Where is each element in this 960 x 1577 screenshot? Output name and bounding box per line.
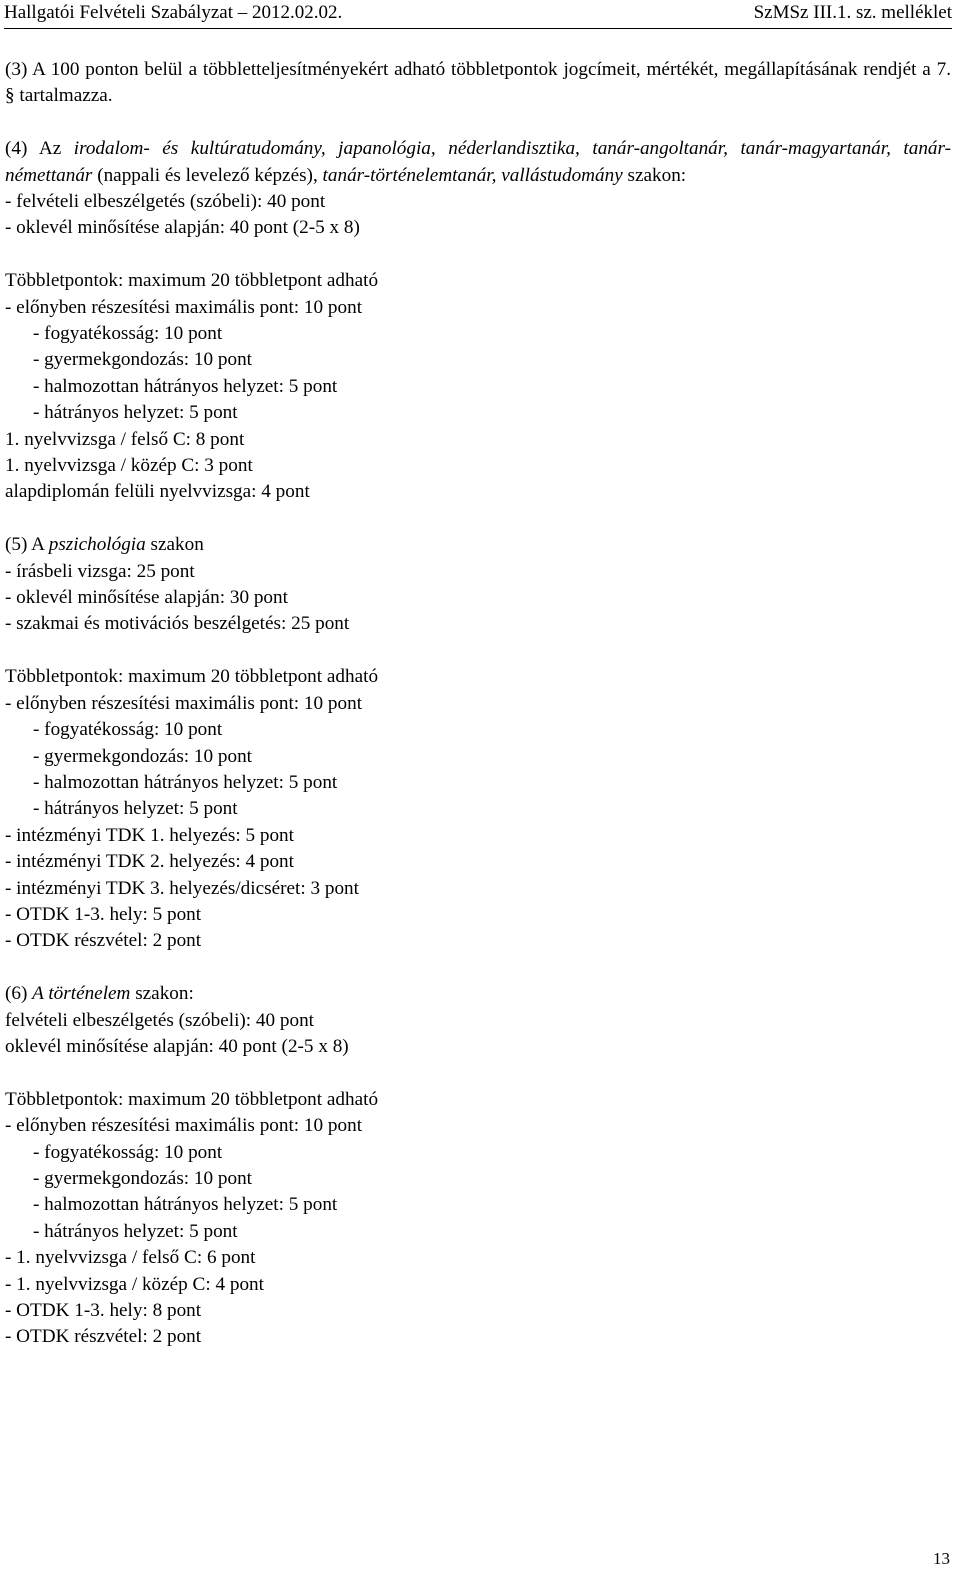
header-title: Hallgatói Felvételi Szabályzat – 2012.02.02. (4, 2, 343, 23)
list-subitem: - halmozottan hátrányos helyzet: 5 pont (33, 375, 338, 397)
extra-points-title: Többletpontok: maximum 20 többletpont adható (5, 1088, 379, 1110)
header-annex-label: SzMSz III.1. sz. melléklet (753, 2, 952, 23)
list-item: felvételi elbeszélgetés (szóbeli): 40 pont (5, 1009, 315, 1031)
paragraph-4-mode: (nappali és levelező képzés), (92, 164, 323, 186)
list-item: 1. nyelvvizsga / felső C: 8 pont (5, 428, 245, 450)
list-subitem: - gyermekgondozás: 10 pont (33, 745, 253, 767)
paragraph-4-intro (5, 136, 951, 189)
extra-points-title: Többletpontok: maximum 20 többletpont adható (5, 270, 379, 292)
list-subitem: - fogyatékosság: 10 pont (33, 323, 223, 345)
extra-points-title: Többletpontok: maximum 20 többletpont adható (5, 666, 379, 688)
list-item: - felvételi elbeszélgetés (szóbeli): 40 pont (5, 191, 326, 213)
paragraph-4-programs-2: tanár-történelemtanár, vallástudomány (322, 164, 623, 186)
paragraph-6-start: (6) (5, 983, 33, 1005)
list-item: - intézményi TDK 3. helyezés/dicséret: 3 pont (5, 877, 359, 899)
list-subitem: - fogyatékosság: 10 pont (33, 1141, 223, 1163)
paragraph-5-start: (5) A (5, 534, 49, 556)
list-item: - írásbeli vizsga: 25 pont (5, 560, 195, 582)
list-item: - oklevél minősítése alapján: 40 pont (2-5 x 8) (5, 217, 360, 239)
list-item: alapdiplomán felüli nyelvvizsga: 4 pont (5, 481, 310, 503)
paragraph-3: (3) A 100 ponton belül a többletteljesítményekért adható többletpontok jogcímeit, mértékét, megállapításának rendjét a 7. § tartalmazza. (5, 59, 951, 107)
list-item: - előnyben részesítési maximális pont: 10 pont (5, 692, 363, 714)
list-item: - OTDK 1-3. hely: 8 pont (5, 1300, 202, 1321)
paragraph-5-program: pszichológia (48, 534, 146, 556)
paragraph-6-program: A történelem (32, 983, 131, 1005)
list-subitem: - hátrányos helyzet: 5 pont (33, 402, 238, 424)
list-subitem: - halmozottan hátrányos helyzet: 5 pont (33, 771, 338, 793)
list-item: oklevél minősítése alapján: 40 pont (2-5 x 8) (5, 1035, 349, 1057)
list-subitem: - halmozottan hátrányos helyzet: 5 pont (33, 1194, 338, 1216)
paragraph-5-end: szakon (145, 534, 204, 556)
list-item: - OTDK 1-3. hely: 5 pont (5, 903, 202, 925)
list-subitem: - hátrányos helyzet: 5 pont (33, 798, 238, 820)
list-item: - szakmai és motivációs beszélgetés: 25 pont (5, 613, 350, 635)
page-header (4, 0, 952, 29)
list-item: - OTDK részvétel: 2 pont (5, 1326, 202, 1348)
document-body (5, 57, 951, 1351)
list-item: - 1. nyelvvizsga / felső C: 6 pont (5, 1247, 256, 1269)
list-item: - előnyben részesítési maximális pont: 10 pont (5, 1115, 363, 1137)
paragraph-6-end: szakon: (130, 983, 194, 1005)
list-item: - 1. nyelvvizsga / közép C: 4 pont (5, 1273, 264, 1295)
list-item: - intézményi TDK 2. helyezés: 4 pont (5, 851, 294, 873)
paragraph-5-intro (5, 532, 951, 558)
list-item: - oklevél minősítése alapján: 30 pont (5, 587, 288, 609)
paragraph-4-programs: irodalom- és kultúratudomány, japanológia, néderlandisztika, tanár-angoltanár, tanár-magyartanár, tanár-némettanár (5, 138, 951, 186)
paragraph-6-intro (5, 981, 951, 1007)
list-subitem: - fogyatékosság: 10 pont (33, 719, 223, 741)
list-item: 1. nyelvvizsga / közép C: 3 pont (5, 455, 253, 477)
list-subitem: - hátrányos helyzet: 5 pont (33, 1220, 238, 1242)
list-item: - intézményi TDK 1. helyezés: 5 pont (5, 824, 294, 846)
list-item: - előnyben részesítési maximális pont: 10 pont (5, 296, 363, 318)
list-subitem: - gyermekgondozás: 10 pont (33, 1167, 253, 1189)
paragraph-4-end: szakon: (622, 164, 687, 186)
list-item: - OTDK részvétel: 2 pont (5, 930, 202, 952)
page-number: 13 (933, 1549, 950, 1568)
list-subitem: - gyermekgondozás: 10 pont (33, 349, 253, 371)
paragraph-4-start: (4) Az (5, 138, 74, 160)
